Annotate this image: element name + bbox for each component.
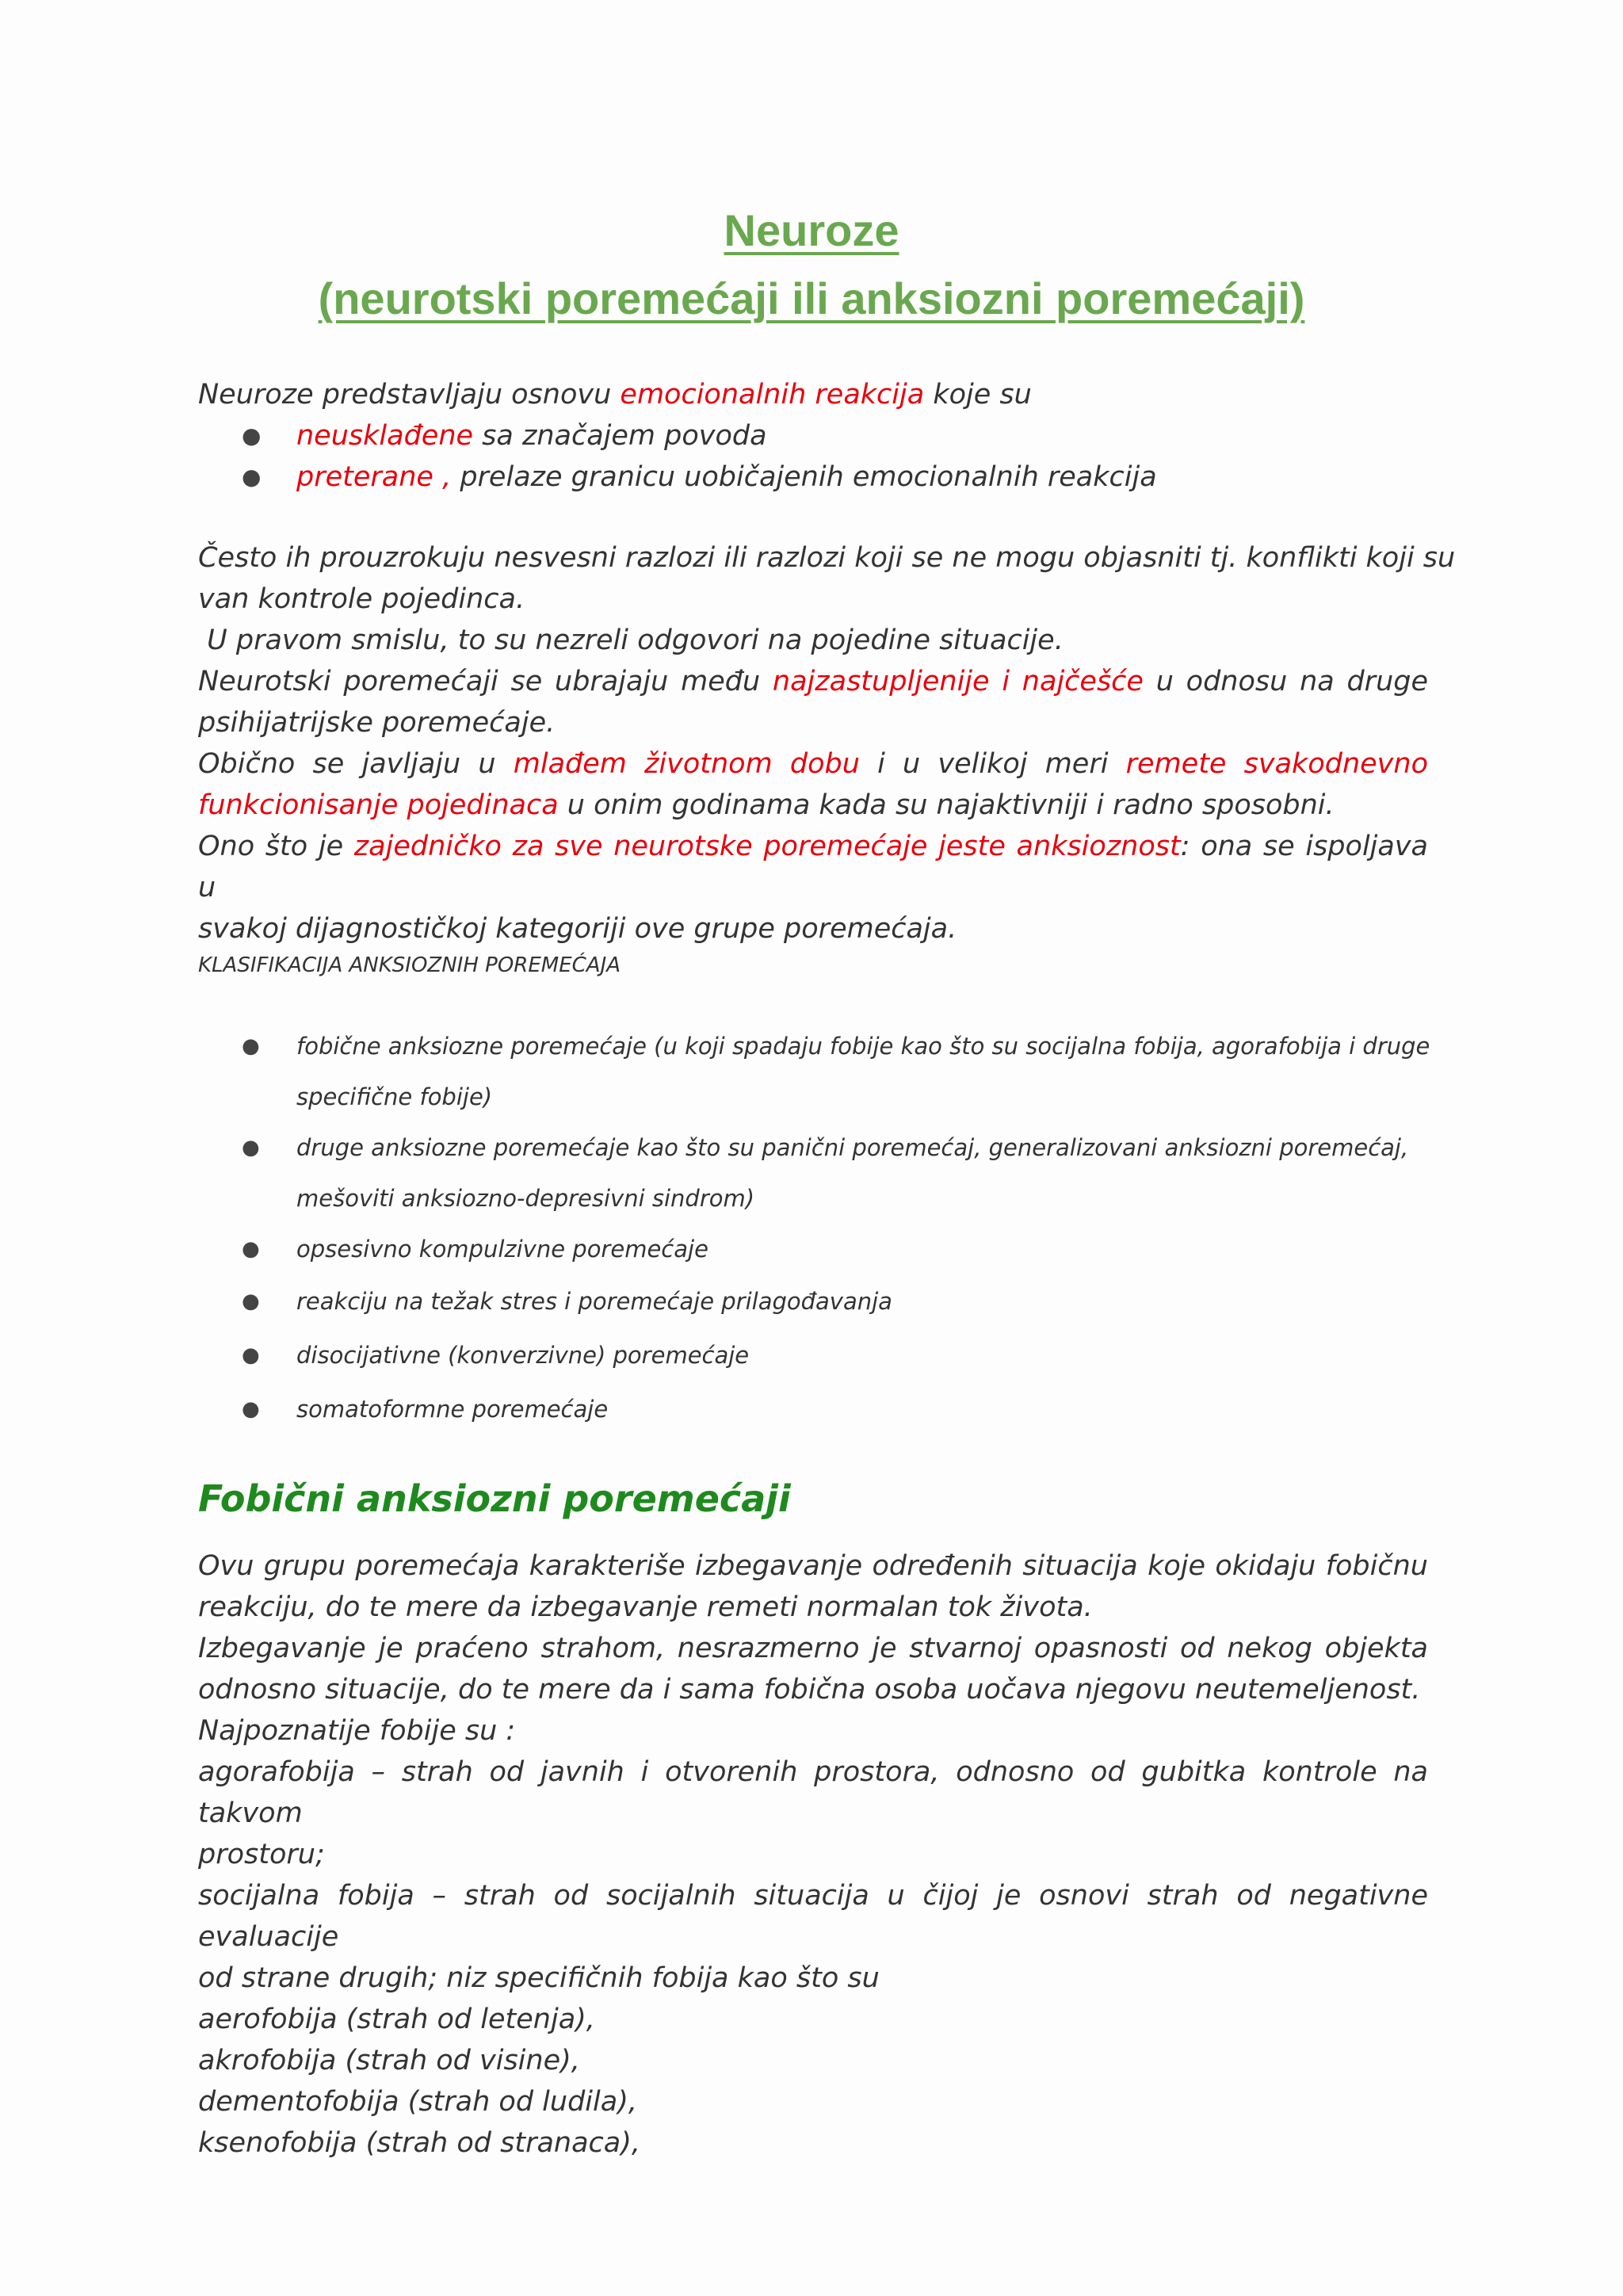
bullet-highlight: preterane , <box>296 461 452 493</box>
bullet-highlight: neusklađene <box>296 420 474 452</box>
bullet-icon: ● <box>242 1397 260 1421</box>
highlight-text: funkcionisanje pojedinaca <box>198 789 559 821</box>
highlight-text: zajedničko za sve neurotske poremećaje jeste anksioznost <box>353 831 1181 862</box>
bullet-icon: ● <box>242 1237 260 1261</box>
paragraph-line: prostoru; <box>198 1839 325 1870</box>
section-body <box>198 1545 1428 2164</box>
classification-item-line: druge anksiozne poremećaje kao što su panični poremećaj, generalizovani anksiozni poremećaj, <box>296 1134 1409 1161</box>
paragraph-line: psihijatrijske poremećaje. <box>198 707 556 739</box>
section-heading: Fobični anksiozni poremećaji <box>198 1477 791 1520</box>
list-item <box>198 415 1426 457</box>
bullet-text: prelaze granicu uobičajenih emocionalnih reakcija <box>451 461 1157 493</box>
intro-bullet-list <box>198 415 1426 498</box>
paragraph-line: Često ih prouzrokuju nesvesni razlozi ili razlozi koji se ne mogu objasniti tj. konflikti koji su <box>198 542 1456 574</box>
classification-item-line: somatoformne poremećaje <box>296 1396 609 1423</box>
document-title <box>0 197 1623 333</box>
paragraph-line <box>198 826 1428 908</box>
paragraph-line: Izbegavanje je praćeno strahom, nesrazmerno je stvarnoj opasnosti od nekog objekta <box>198 1633 1428 1664</box>
text-segment: Ono što je <box>198 831 354 862</box>
classification-item-line: specifične fobije) <box>296 1083 493 1110</box>
text-segment: u onim godinama kada su najaktivniji i radno sposobni. <box>558 789 1335 821</box>
bullet-icon: ● <box>242 1136 260 1159</box>
paragraph-line: Najpoznatije fobije su : <box>198 1715 516 1747</box>
bullet-icon: ● <box>242 1343 260 1367</box>
classification-item-line: disocijativne (konverzivne) poremećaje <box>296 1342 750 1369</box>
paragraph-line: socijalna fobija – strah od socijalnih situacija u čijoj je osnovi strah od negativne evaluacije <box>198 1880 1428 1953</box>
bullet-text: sa značajem povoda <box>473 420 767 452</box>
classification-item-line: opsesivno kompulzivne poremećaje <box>296 1236 708 1263</box>
paragraph-line: U pravom smislu, to su nezreli odgovori na pojedine situacije. <box>198 625 1064 656</box>
intro-highlight: emocionalnih reakcija <box>620 379 925 411</box>
paragraph-line <box>198 661 1428 702</box>
paragraph-line: akrofobija (strah od visine), <box>198 2045 580 2076</box>
paragraph-line: aerofobija (strah od letenja), <box>198 2004 595 2035</box>
intro-text-after: koje su <box>924 379 1032 411</box>
title-main: Neuroze <box>724 205 899 255</box>
text-segment: Obično se javljaju u <box>198 748 514 780</box>
intro-text-before: Neuroze predstavljaju osnovu <box>198 379 621 411</box>
highlight-text: najzastupljenije i najčešće <box>772 666 1144 697</box>
classification-item-line: reakciju na težak stres i poremećaje prilagođavanja <box>296 1288 892 1315</box>
paragraph-line <box>198 785 1428 826</box>
bullet-icon: ● <box>242 1289 260 1313</box>
paragraph-line: dementofobija (strah od ludila), <box>198 2086 637 2118</box>
classification-item-line: fobične anksiozne poremećaje (u koji spadaju fobije kao što su socijalna fobija, agorafobija i druge <box>296 1033 1430 1060</box>
paragraph-line: van kontrole pojedinca. <box>198 583 525 615</box>
bullet-icon: ● <box>242 422 262 449</box>
text-segment: Neurotski poremećaji se ubrajaju među <box>198 666 773 697</box>
bullet-icon: ● <box>242 1034 260 1058</box>
text-segment: : ona se ispoljava u <box>198 831 1428 904</box>
classification-heading: KLASIFIKACIJA ANKSIOZNIH POREMEĆAJA <box>198 953 621 977</box>
paragraph-line: svakoj dijagnostičkoj kategoriji ove grupe poremećaja. <box>198 913 957 945</box>
paragraph-line <box>198 743 1428 785</box>
text-segment: i u velikoj meri <box>859 748 1126 780</box>
text-segment: u odnosu na druge <box>1143 666 1429 697</box>
paragraph-line: reakciju, do te mere da izbegavanje remeti normalan tok života. <box>198 1591 1093 1623</box>
classification-item-line: mešoviti anksiozno-depresivni sindrom) <box>296 1185 755 1212</box>
highlight-text: remete svakodnevno <box>1125 748 1428 780</box>
intro-paragraph <box>198 374 1426 415</box>
title-subtitle: (neurotski poremećaji ili anksiozni poremećaji) <box>318 273 1305 323</box>
bullet-icon: ● <box>242 464 262 490</box>
description-paragraph <box>198 537 1456 949</box>
paragraph-line: agorafobija – strah od javnih i otvorenih prostora, odnosno od gubitka kontrole na takvom <box>198 1756 1428 1829</box>
paragraph-line: od strane drugih; niz specifičnih fobija kao što su <box>198 1962 880 1994</box>
paragraph-line: ksenofobija (strah od stranaca), <box>198 2127 641 2159</box>
list-item <box>198 457 1426 498</box>
paragraph-line: odnosno situacije, do te mere da i sama fobična osoba uočava njegovu neutemeljenost. <box>198 1674 1421 1706</box>
highlight-text: mlađem životnom dobu <box>513 748 860 780</box>
paragraph-line: Ovu grupu poremećaja karakteriše izbegavanje određenih situacija koje okidaju fobičnu <box>198 1550 1428 1582</box>
